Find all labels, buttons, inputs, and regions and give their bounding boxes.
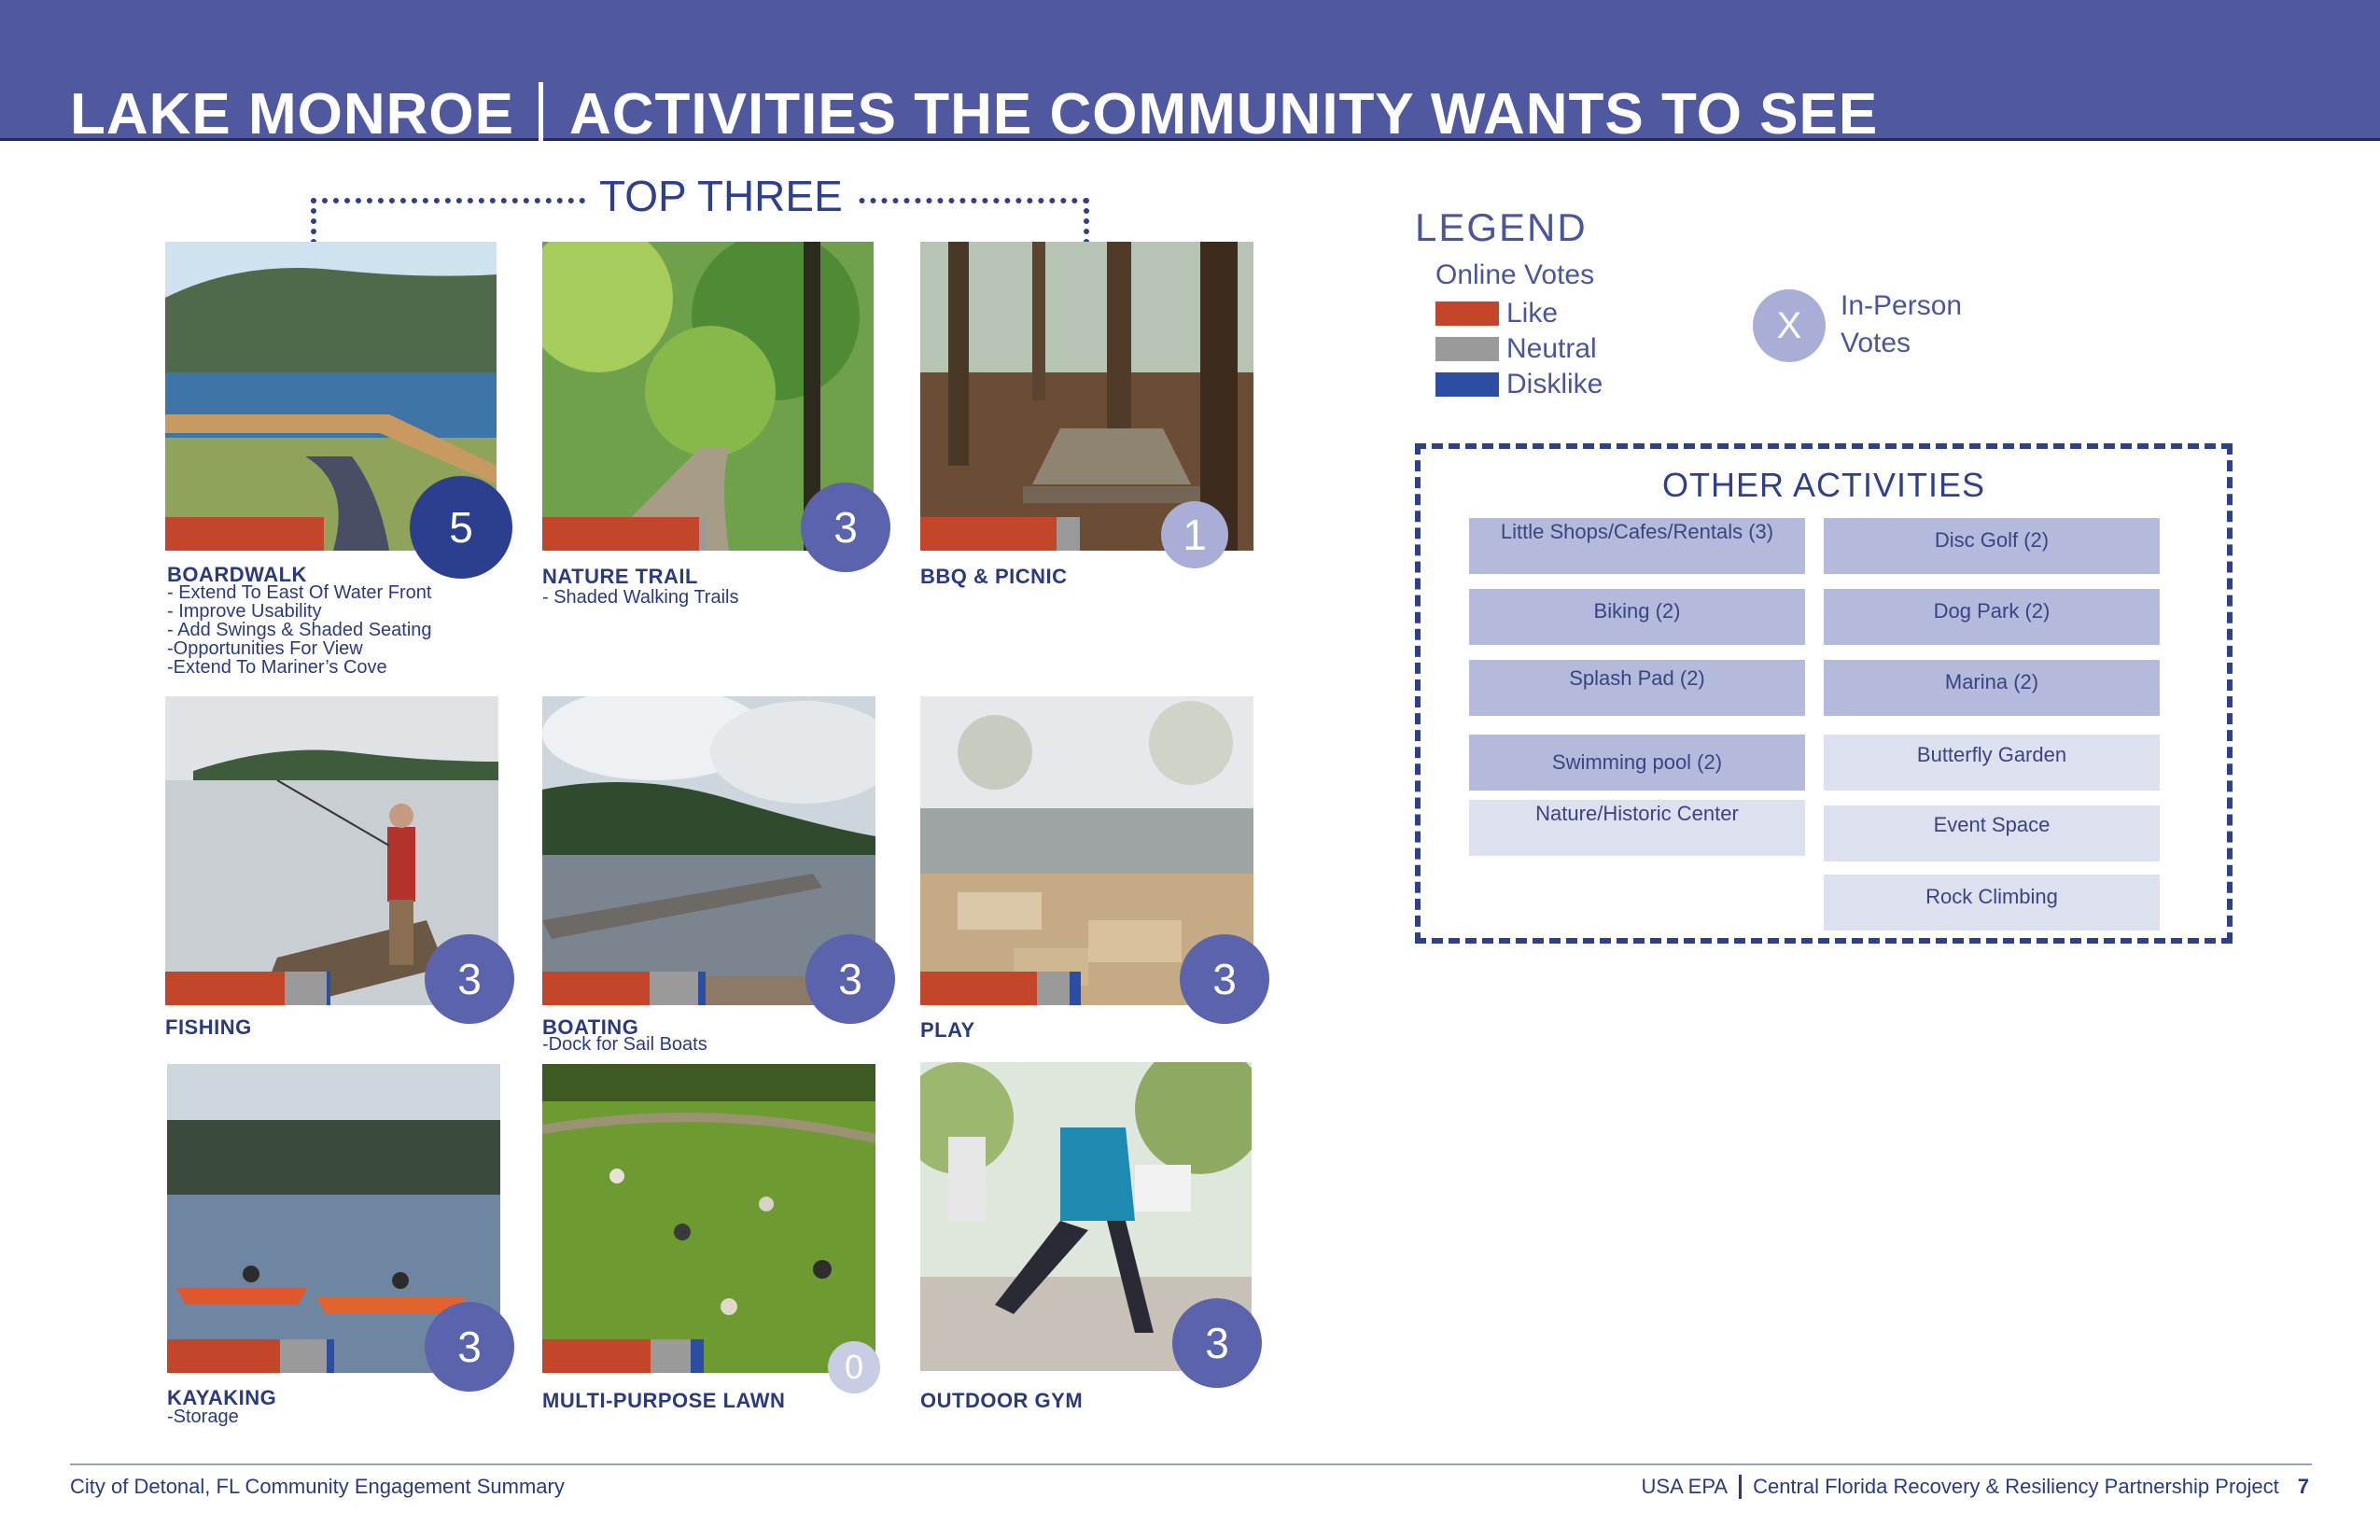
page-title	[70, 82, 1878, 147]
note-item: - Extend To East Of Water Front	[167, 582, 432, 603]
legend-dislike-label: Disklike	[1506, 369, 1603, 399]
neutral-segment	[1057, 517, 1080, 551]
fishing-title: FISHING	[165, 1015, 252, 1039]
neutral-segment	[285, 972, 327, 1005]
legend-in-person-label	[1841, 287, 1962, 362]
neutral-swatch	[1435, 337, 1499, 361]
footer-project: Central Florida Recovery & Resiliency Partnership Project	[1753, 1475, 2279, 1498]
like-segment	[920, 517, 1057, 551]
multi-purpose-lawn-vote-bar	[542, 1339, 875, 1373]
legend-like-label: Like	[1506, 298, 1559, 329]
other-activity-chip: Butterfly Garden	[1824, 735, 2160, 791]
nature-trail-in-person-count: 3	[801, 483, 890, 572]
other-activity-chip: Dog Park (2)	[1824, 589, 2160, 645]
legend-like-row	[1435, 297, 1558, 330]
footer-divider	[70, 1463, 2312, 1465]
play-in-person-count: 3	[1180, 934, 1269, 1024]
legend-neutral-row	[1435, 332, 1597, 366]
bbq-picnic-title: BBQ & PICNIC	[920, 565, 1068, 588]
dislike-segment	[327, 1339, 334, 1373]
outdoor-gym-title: OUTDOOR GYM	[920, 1389, 1084, 1412]
note-item: -Extend To Mariner’s Cove	[167, 657, 387, 678]
title-separator	[539, 82, 543, 144]
legend-online-votes-label: Online Votes	[1435, 259, 1595, 290]
title-topic: ACTIVITIES THE COMMUNITY WANTS TO SEE	[569, 82, 1879, 147]
note-item: - Shaded Walking Trails	[542, 587, 739, 608]
neutral-segment	[1037, 972, 1070, 1005]
nature-trail-title: NATURE TRAIL	[542, 565, 698, 588]
bbq-picnic-in-person-count: 1	[1161, 501, 1228, 568]
dislike-swatch	[1435, 372, 1499, 397]
legend-title: LEGEND	[1415, 205, 1588, 249]
boating-in-person-count: 3	[805, 934, 895, 1024]
dislike-segment	[327, 972, 330, 1005]
other-activity-chip: Nature/Historic Center	[1469, 800, 1805, 856]
other-activity-chip: Marina (2)	[1824, 660, 2160, 716]
in-person-line-2: Votes	[1841, 328, 1911, 358]
other-activities-title: OTHER ACTIVITIES	[1661, 466, 1986, 504]
page-number: 7	[2297, 1475, 2309, 1498]
note-item: - Add Swings & Shaded Seating	[167, 620, 432, 640]
kayaking-in-person-count: 3	[425, 1302, 514, 1392]
multi-purpose-lawn-image	[542, 1064, 875, 1373]
note-item: -Dock for Sail Boats	[542, 1034, 707, 1055]
title-location: LAKE MONROE	[70, 82, 514, 147]
neutral-segment	[650, 972, 698, 1005]
like-swatch	[1435, 301, 1499, 326]
other-activity-chip: Biking (2)	[1469, 589, 1805, 645]
boating-title: BOATING	[542, 1015, 639, 1039]
other-activity-chip: Little Shops/Cafes/Rentals (3)	[1469, 518, 1805, 574]
top-three-label: TOP THREE	[586, 168, 856, 224]
footer-document-title: City of Detonal, FL Community Engagement Summary	[70, 1475, 565, 1498]
other-activity-chip: Rock Climbing	[1824, 875, 2160, 931]
boardwalk-notes	[167, 583, 432, 677]
footer-project-info	[1642, 1475, 2309, 1499]
neutral-segment	[280, 1339, 327, 1373]
multi-purpose-lawn-title: MULTI-PURPOSE LAWN	[542, 1389, 786, 1412]
other-activity-chip: Splash Pad (2)	[1469, 660, 1805, 716]
footer-separator	[1739, 1475, 1742, 1499]
other-activity-chip: Disc Golf (2)	[1824, 518, 2160, 574]
fishing-in-person-count: 3	[425, 934, 514, 1024]
legend-neutral-label: Neutral	[1506, 333, 1597, 364]
dislike-segment	[691, 1339, 704, 1373]
footer-org: USA EPA	[1641, 1475, 1729, 1498]
neutral-segment	[651, 1339, 691, 1373]
multi-purpose-lawn-photo	[542, 1064, 875, 1373]
other-activities-box	[1415, 443, 2233, 944]
boardwalk-title: BOARDWALK	[167, 563, 307, 586]
note-item: -Storage	[167, 1407, 239, 1427]
note-item: - Improve Usability	[167, 601, 322, 622]
nature-trail-notes	[542, 588, 738, 607]
dislike-segment	[698, 972, 706, 1005]
boating-notes	[542, 1035, 707, 1054]
like-segment	[167, 1339, 280, 1373]
like-segment	[542, 1339, 651, 1373]
dislike-segment	[1070, 972, 1081, 1005]
legend-dislike-row	[1435, 368, 1603, 401]
play-title: PLAY	[920, 1018, 975, 1042]
neutral-segment	[699, 517, 707, 551]
outdoor-gym-in-person-count: 3	[1172, 1298, 1262, 1388]
kayaking-notes	[167, 1407, 239, 1426]
like-segment	[165, 972, 285, 1005]
other-activity-chip: Swimming pool (2)	[1469, 735, 1805, 791]
in-person-symbol: X	[1753, 289, 1826, 362]
like-segment	[542, 972, 650, 1005]
other-activity-chip: Event Space	[1824, 805, 2160, 861]
note-item: -Opportunities For View	[167, 638, 363, 659]
like-segment	[542, 517, 699, 551]
like-segment	[920, 972, 1037, 1005]
in-person-line-1: In-Person	[1841, 290, 1963, 321]
boardwalk-in-person-count: 5	[410, 476, 512, 579]
like-segment	[165, 517, 324, 551]
multi-purpose-lawn-in-person-count: 0	[828, 1341, 880, 1393]
kayaking-title: KAYAKING	[167, 1386, 277, 1409]
page-header	[0, 0, 2380, 147]
